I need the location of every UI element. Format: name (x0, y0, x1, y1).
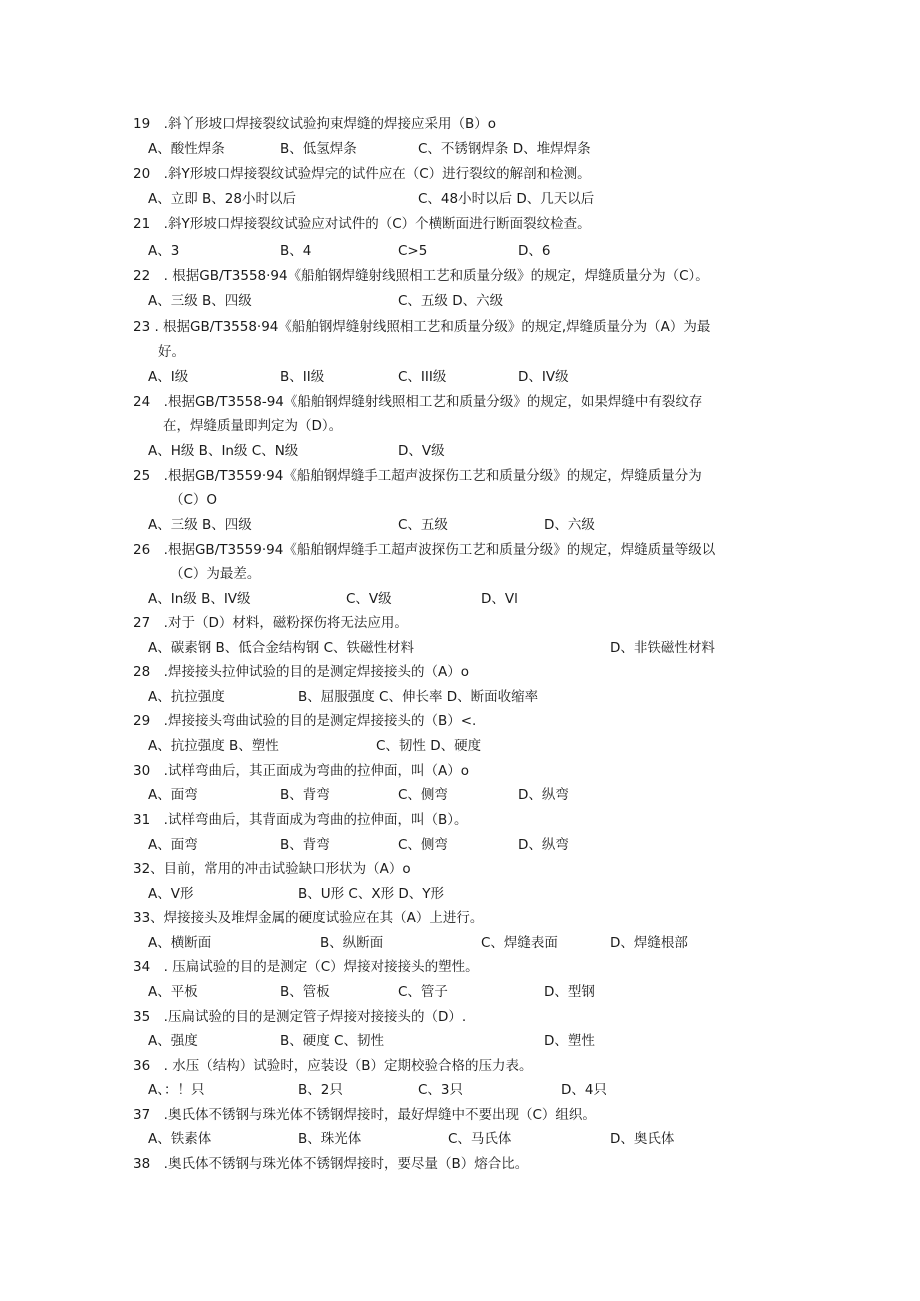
option: A、三级 B、四级 (148, 517, 252, 533)
option: D、焊缝根部 (610, 935, 688, 951)
question-text: 25 .根据GB/T3559·94《船舶钢焊缝手工超声波探伤工艺和质量分级》的规定，焊缝质量分为 (133, 468, 702, 484)
question-text: 20 .斜Y形坡口焊接裂纹试验焊完的试件应在（C）进行裂纹的解剖和检测。 (133, 166, 591, 182)
option: B、珠光体 (298, 1131, 362, 1147)
option: A、面弯 (148, 837, 198, 853)
option: D、IV级 (518, 369, 569, 385)
option: C、V级 (346, 591, 392, 607)
option: B、低氢焊条 (280, 141, 357, 157)
option: D、Vl (481, 591, 518, 607)
option: A、平板 (148, 984, 198, 1000)
option: C>5 (398, 243, 428, 259)
option: C、3只 (418, 1082, 464, 1098)
option: A、：！只 (148, 1082, 205, 1098)
option: C、III级 (398, 369, 447, 385)
option: C、侧弯 (398, 787, 448, 803)
question-text: 31 .试样弯曲后，其背面成为弯曲的拉伸面，叫（B）。 (133, 812, 468, 828)
option: A、铁素体 (148, 1131, 212, 1147)
option: B、4 (280, 243, 312, 259)
option: B、背弯 (280, 787, 330, 803)
question-text: 32、目前，常用的冲击试验缺口形状为（A）o (133, 861, 411, 877)
option: B、纵断面 (320, 935, 384, 951)
option: D、6 (518, 243, 551, 259)
question-text: 36 . 水压（结构）试验时，应装设（B）定期校验合格的压力表。 (133, 1058, 533, 1074)
option: C、48小时以后 D、几天以后 (418, 191, 595, 207)
question-text-cont: （C）O (170, 492, 218, 508)
option: C、管子 (398, 984, 448, 1000)
option: C、马氏体 (448, 1131, 512, 1147)
question-text: 34 . 压扁试验的目的是测定（C）焊接对接接头的塑性。 (133, 959, 479, 975)
question-text-cont: 好。 (158, 344, 185, 360)
option: B、管板 (280, 984, 330, 1000)
question-text: 19 .斜丫形坡口焊接裂纹试验拘束焊缝的焊接应采用（B）o (133, 116, 496, 132)
option: A、3 (148, 243, 180, 259)
option: B、硬度 C、韧性 (280, 1033, 384, 1049)
option: A、In级 B、IV级 (148, 591, 251, 607)
question-text: 22 . 根据GB/T3558·94《船舶钢焊缝射线照相工艺和质量分级》的规定，焊缝质量分为（C）。 (133, 268, 709, 284)
option: A、碳素钢 B、低合金结构钢 C、铁磁性材料 (148, 640, 415, 656)
question-text: 30 .试样弯曲后，其正面成为弯曲的拉伸面，叫（A）o (133, 763, 469, 779)
question-text: 28 .焊接接头拉伸试验的目的是测定焊接接头的（A）o (133, 664, 469, 680)
option: D、奥氏体 (610, 1131, 675, 1147)
option: A、酸性焊条 (148, 141, 225, 157)
option: A、H级 B、In级 C、N级 (148, 443, 299, 459)
option: A、抗拉强度 (148, 689, 225, 705)
option: A、强度 (148, 1033, 198, 1049)
option: A、I级 (148, 369, 189, 385)
option: D、型钢 (544, 984, 595, 1000)
option: C、韧性 D、硬度 (376, 738, 482, 754)
question-text: 23 . 根据GB/T3558·94《船舶钢焊缝射线照相工艺和质量分级》的规定,焊缝质量分为（A）为最 (133, 319, 711, 335)
option: A、抗拉强度 B、塑性 (148, 738, 279, 754)
option: B、U形 C、X形 D、Y形 (298, 886, 445, 902)
question-text: 33、焊接接头及堆焊金属的硬度试验应在其（A）上进行。 (133, 910, 484, 926)
question-text: 37 .奥氏体不锈钢与珠光体不锈钢焊接时，最好焊缝中不要出现（C）组织。 (133, 1107, 596, 1123)
question-text-cont: （C）为最差。 (170, 566, 261, 582)
question-text: 24 .根据GB/T3558-94《船舶钢焊缝射线照相工艺和质量分级》的规定，如果焊缝中有裂纹存 (133, 394, 703, 410)
question-text: 21 .斜Y形坡口焊接裂纹试验应对试件的（C）个横断面进行断面裂纹检查。 (133, 216, 591, 232)
option: C、五级 D、六级 (398, 293, 504, 309)
question-text: 38 .奥氏体不锈钢与珠光体不锈钢焊接时，要尽量（B）熔合比。 (133, 1156, 529, 1172)
question-text: 27 .对于（D）材料，磁粉探伤将无法应用。 (133, 615, 408, 631)
option: D、非铁磁性材料 (610, 640, 715, 656)
option: C、侧弯 (398, 837, 448, 853)
option: B、背弯 (280, 837, 330, 853)
option: A、面弯 (148, 787, 198, 803)
question-text: 29 .焊接接头弯曲试验的目的是测定焊接接头的（B）<. (133, 713, 477, 729)
option: C、不锈钢焊条 D、堆焊焊条 (418, 141, 591, 157)
option: C、五级 (398, 517, 448, 533)
option: A、V形 (148, 886, 194, 902)
option: D、4只 (561, 1082, 607, 1098)
option: D、纵弯 (518, 837, 569, 853)
option: A、三级 B、四级 (148, 293, 252, 309)
option: B、2只 (298, 1082, 343, 1098)
option: A、横断面 (148, 935, 212, 951)
question-text: 26 .根据GB/T3559·94《船舶钢焊缝手工超声波探伤工艺和质量分级》的规定，焊缝质量等级以 (133, 542, 716, 558)
option: D、纵弯 (518, 787, 569, 803)
option: D、塑性 (544, 1033, 595, 1049)
question-text-cont: 在，焊缝质量即判定为（D）。 (163, 418, 343, 434)
question-text: 35 .压扁试验的目的是测定管子焊接对接接头的（D）. (133, 1009, 467, 1025)
option: B、II级 (280, 369, 325, 385)
option: A、立即 B、28小时以后 (148, 191, 296, 207)
option: D、V级 (398, 443, 445, 459)
option: D、六级 (544, 517, 595, 533)
option: B、屈服强度 C、伸长率 D、断面收缩率 (298, 689, 539, 705)
option: C、焊缝表面 (481, 935, 558, 951)
